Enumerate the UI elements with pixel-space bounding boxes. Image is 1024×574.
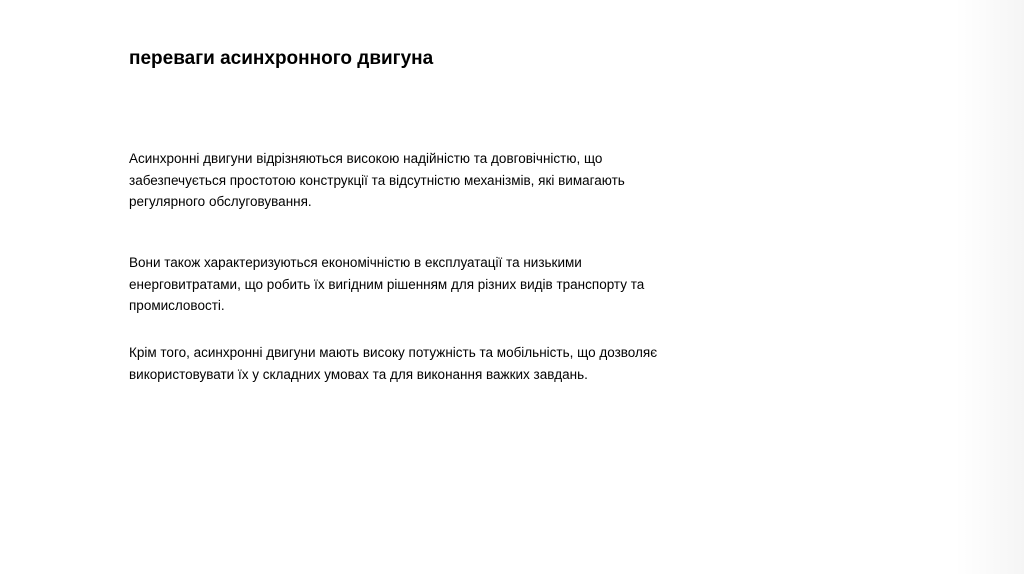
paragraph-line: використовувати їх у складних умовах та для виконання важких завдань. xyxy=(129,366,588,382)
paragraph-line: Асинхронні двигуни відрізняються високою надійністю та довговічністю, що xyxy=(129,151,603,166)
paragraph-economy xyxy=(129,252,644,317)
page-edge-shadow xyxy=(954,0,1024,574)
paragraph-line: промисловості. xyxy=(129,298,225,313)
slide-title: переваги асинхронного двигуна xyxy=(129,48,434,69)
paragraph-power xyxy=(129,342,657,385)
paragraph-line: енерговитратами, що робить їх вигідним рішенням для різних видів транспорту та xyxy=(129,276,645,292)
paragraph-line: Вони також характеризуються економічністю в експлуатації та низькими xyxy=(129,255,582,270)
paragraph-reliability xyxy=(129,148,625,213)
paragraph-line: регулярного обслуговування. xyxy=(129,194,312,209)
paragraph-line: забезпечується простотою конструкції та відсутністю механізмів, які вимагають xyxy=(129,172,625,188)
paragraph-line: Крім того, асинхронні двигуни мають високу потужність та мобільність, що дозволяє xyxy=(129,345,658,360)
